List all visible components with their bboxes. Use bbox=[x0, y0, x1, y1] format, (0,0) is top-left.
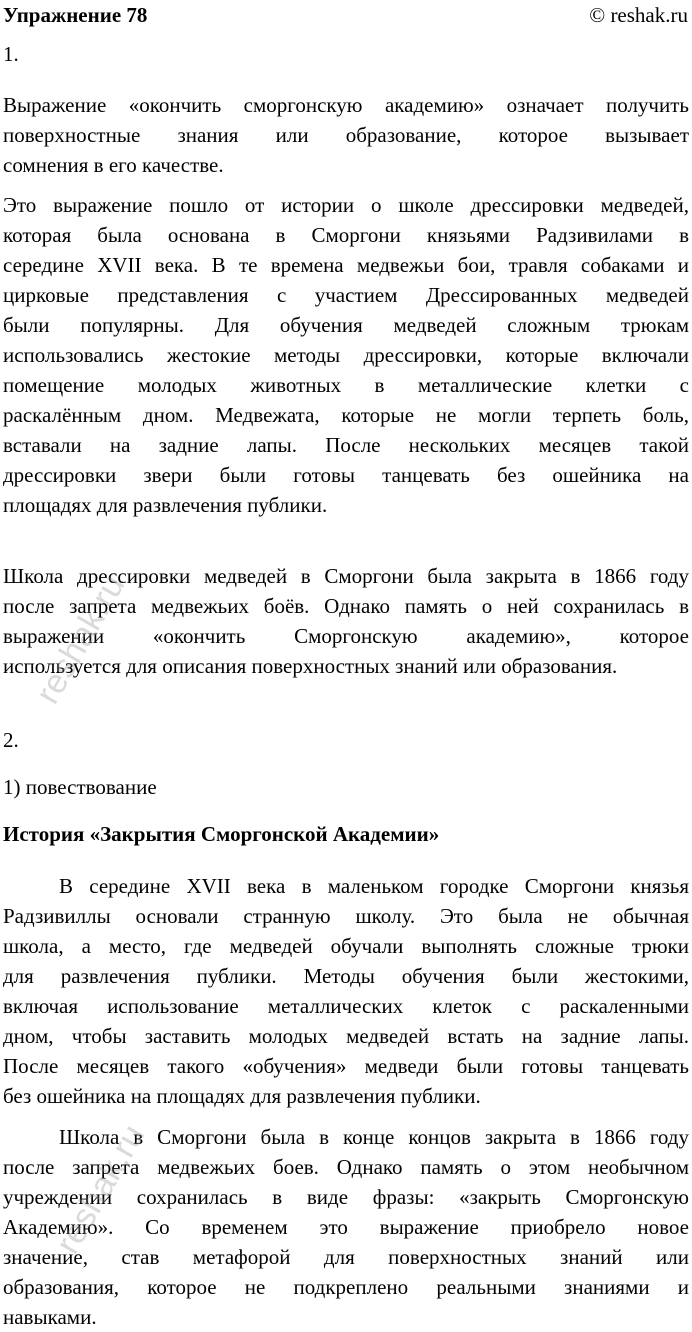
watermark: reshak.ru bbox=[28, 568, 133, 711]
text-line: образования, которое не подкреплено реальными знаниями и bbox=[3, 1275, 689, 1299]
text-line: вставали на задние лапы. После нескольких месяцев такой bbox=[3, 433, 689, 457]
watermark: reshak.ru bbox=[48, 1118, 153, 1261]
text-line: выражении «окончить Сморгонскую академию», которое bbox=[3, 624, 689, 648]
text-line: Радзивиллы основали странную школу. Это была не обычная bbox=[3, 904, 689, 928]
story-title: История «Закрытия Сморгонской Академии» bbox=[3, 822, 440, 846]
text-line: используется для описания поверхностных знаний или образования. bbox=[3, 654, 618, 678]
text-line: Академию». Со временем это выражение приобрело новое bbox=[3, 1215, 689, 1239]
text-line: дрессировки звери были готовы танцевать без ошейника на bbox=[3, 463, 689, 487]
text-line: Школа дрессировки медведей в Сморгони была закрыта в 1866 году bbox=[3, 564, 689, 588]
exercise-title: Упражнение 78 bbox=[3, 2, 148, 27]
paragraph bbox=[3, 190, 689, 520]
text-line: Это выражение пошло от истории о школе дрессировки медведей, bbox=[3, 193, 689, 217]
text-line: значение, став метафорой для поверхностных знаний или bbox=[3, 1245, 689, 1269]
section-2-number: 2. bbox=[3, 728, 19, 752]
text-line: школа, а место, где медведей обучали выполнять сложные трюки bbox=[3, 934, 689, 958]
text-line: которая была основана в Сморгони князьями Радзивилами в bbox=[3, 223, 689, 247]
paragraph bbox=[3, 871, 689, 1111]
text-line: середине XVII века. В те времена медвежьи бои, травля собаками и bbox=[3, 253, 689, 277]
text-line: Школа в Сморгони была в конце концов закрыта в 1866 году bbox=[59, 1125, 689, 1149]
page-header bbox=[3, 0, 688, 30]
text-line: дном, чтобы заставить молодых медведей встать на задние лапы. bbox=[3, 1024, 689, 1048]
text-line: включая использование металлических клеток с раскаленными bbox=[3, 994, 689, 1018]
text-line: после запрета медвежьих боёв. Однако память о ней сохранилась в bbox=[3, 594, 689, 618]
paragraph bbox=[3, 561, 689, 681]
text-line: цирковые представления с участием Дрессированных медведей bbox=[3, 283, 689, 307]
text-line: В середине XVII века в маленьком городке Сморгони князья bbox=[59, 874, 689, 898]
text-line: без ошейника на площадях для развлечения публики. bbox=[3, 1084, 481, 1108]
copyright: © reshak.ru bbox=[589, 2, 688, 27]
text-line: использовались жестокие методы дрессировки, которые включали bbox=[3, 343, 689, 367]
text-line: после запрета медвежьих боев. Однако память о этом необычном bbox=[3, 1155, 689, 1179]
text-line: поверхностные знания или образование, которое вызывает bbox=[3, 123, 689, 147]
paragraph bbox=[3, 1122, 689, 1332]
text-line: учреждении сохранилась в виде фразы: «закрыть Сморгонскую bbox=[3, 1185, 689, 1209]
section-1-number: 1. bbox=[3, 42, 19, 66]
text-line: площадях для развлечения публики. bbox=[3, 493, 328, 517]
text-line: навыками. bbox=[3, 1305, 97, 1329]
text-line: сомнения в его качестве. bbox=[3, 153, 224, 177]
text-line: раскалённым дном. Медвежата, которые не могли терпеть боль, bbox=[3, 403, 689, 427]
answer-text: 1) повествование bbox=[3, 775, 157, 799]
paragraph bbox=[3, 90, 689, 180]
text-line: После месяцев такого «обучения» медведи были готовы танцевать bbox=[3, 1054, 689, 1078]
text-line: помещение молодых животных в металлические клетки с bbox=[3, 373, 689, 397]
text-line: были популярны. Для обучения медведей сложным трюкам bbox=[3, 313, 689, 337]
text-line: Выражение «окончить сморгонскую академию» означает получить bbox=[3, 93, 689, 117]
text-line: для развлечения публики. Методы обучения были жестокими, bbox=[3, 964, 689, 988]
